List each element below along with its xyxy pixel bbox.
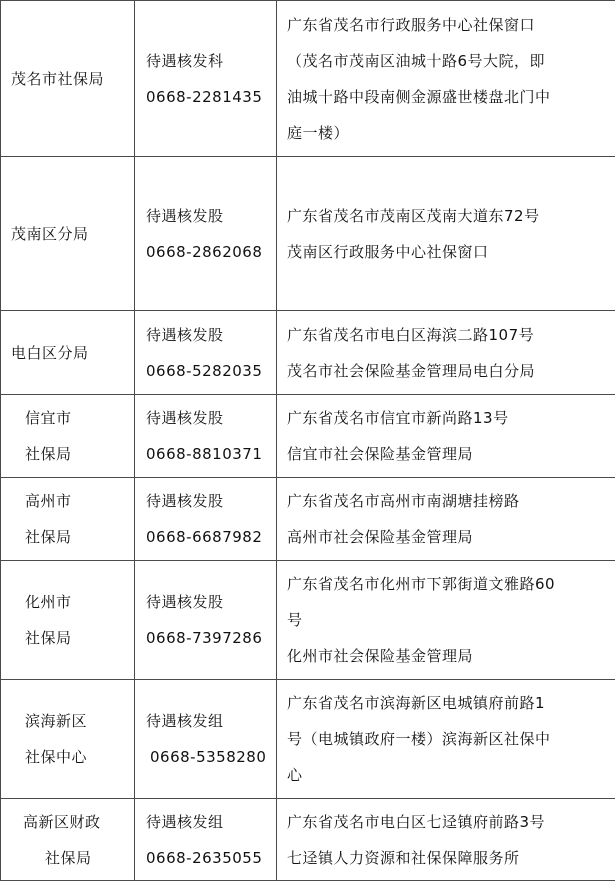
office-name: 信宜市 (25, 409, 72, 427)
department-contact-cell (135, 680, 277, 799)
address-line: （茂名市茂南区油城十路6号大院，即 (287, 51, 546, 70)
address-line: 心 (287, 766, 303, 784)
address-line: 广东省茂名市高州市南湖塘挂榜路 (287, 492, 520, 510)
department-name: 待遇核发股 (146, 206, 224, 225)
table-row (1, 395, 615, 478)
department-name: 待遇核发股 (146, 492, 224, 510)
office-name-cell (1, 561, 135, 680)
table-row (1, 311, 615, 395)
address-line: 七迳镇人力资源和社保保障服务所 (287, 848, 520, 867)
address-line: 广东省茂名市电白区海滨二路107号 (287, 325, 535, 344)
office-name: 化州市 (25, 593, 72, 611)
address-cell (277, 157, 615, 311)
table-row (1, 799, 615, 881)
address-cell (277, 478, 615, 561)
address-line: 广东省茂名市电白区七迳镇府前路3号 (287, 812, 546, 831)
address-line: 高州市社会保险基金管理局 (287, 528, 474, 546)
office-name: 高新区财政 (23, 812, 101, 831)
address-line: 广东省茂名市行政服务中心社保窗口 (287, 15, 536, 34)
address-cell (277, 680, 615, 799)
table-row (1, 157, 615, 311)
department-contact-cell (135, 157, 277, 311)
address-cell (277, 561, 615, 680)
office-name: 社保局 (25, 629, 72, 647)
office-name: 茂南区分局 (11, 224, 89, 243)
office-name: 茂名市社保局 (11, 69, 105, 88)
address-line: 茂南区行政服务中心社保窗口 (287, 242, 489, 261)
office-name-cell (1, 157, 135, 311)
address-line: 化州市社会保险基金管理局 (287, 647, 474, 665)
department-contact-cell (135, 478, 277, 561)
address-line: 信宜市社会保险基金管理局 (287, 445, 474, 463)
phone-number: 0668-7397286 (146, 629, 263, 647)
department-name: 待遇核发股 (146, 325, 224, 344)
office-name: 高州市 (25, 492, 72, 510)
address-line: 广东省茂名市滨海新区电城镇府前路1 (287, 694, 546, 712)
department-name: 待遇核发股 (146, 593, 224, 611)
phone-number: 0668-2635055 (146, 848, 263, 867)
department-name: 待遇核发股 (146, 409, 224, 427)
address-cell (277, 799, 615, 881)
office-name: 社保局 (25, 528, 72, 546)
office-name: 滨海新区 (25, 712, 88, 730)
phone-number: 0668-2281435 (146, 87, 263, 106)
phone-number: 0668-2862068 (146, 242, 263, 261)
address-cell (277, 395, 615, 478)
address-cell (277, 311, 615, 395)
office-name: 电白区分局 (11, 343, 89, 362)
table-row (1, 1, 615, 157)
table-row (1, 478, 615, 561)
department-contact-cell (135, 311, 277, 395)
department-contact-cell (135, 1, 277, 157)
address-cell (277, 1, 615, 157)
department-contact-cell (135, 561, 277, 680)
department-name: 待遇核发科 (146, 51, 224, 70)
office-name: 社保局 (25, 445, 72, 463)
office-name-cell (1, 311, 135, 395)
address-line: 号 (287, 611, 303, 629)
address-line: 广东省茂名市茂南区茂南大道东72号 (287, 206, 540, 225)
office-name-cell (1, 478, 135, 561)
address-line: 号（电城镇政府一楼）滨海新区社保中 (287, 730, 551, 748)
department-contact-cell (135, 395, 277, 478)
office-name: 社保局 (45, 848, 92, 867)
office-name-cell (1, 799, 135, 881)
phone-number: 0668-8810371 (146, 445, 263, 463)
office-name: 社保中心 (25, 748, 88, 766)
office-name-cell (1, 680, 135, 799)
office-name-cell (1, 395, 135, 478)
table-row (1, 680, 615, 799)
phone-number: 0668-5282035 (146, 361, 263, 380)
address-line: 广东省茂名市化州市下郭街道文雅路60 (287, 575, 556, 593)
office-name-cell (1, 1, 135, 157)
department-name: 待遇核发组 (146, 712, 224, 730)
address-line: 庭一楼） (287, 123, 350, 142)
phone-number: 0668-5358280 (150, 748, 267, 766)
phone-number: 0668-6687982 (146, 528, 263, 546)
address-line: 油城十路中段南侧金源盛世楼盘北门中 (287, 87, 551, 106)
table-row (1, 561, 615, 680)
department-contact-cell (135, 799, 277, 881)
address-line: 广东省茂名市信宜市新尚路13号 (287, 409, 509, 427)
address-line: 茂名市社会保险基金管理局电白分局 (287, 361, 536, 380)
department-name: 待遇核发组 (146, 812, 224, 831)
